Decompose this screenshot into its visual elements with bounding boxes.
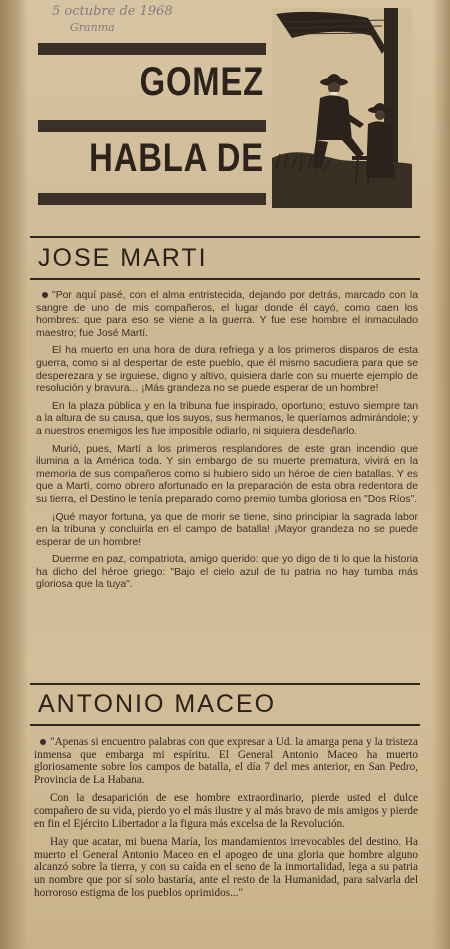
- section-rule-bottom-1: [30, 278, 420, 280]
- bullet-icon: [42, 292, 48, 298]
- article-jose-marti: [36, 290, 418, 597]
- article-antonio-maceo: [34, 736, 418, 905]
- paragraph: El ha muerto en una hora de dura refriega y a los primeros disparos de esta guerra, como si al despertar de este pueblo, que él mismo sacudiera para que se desperezara y se irguiese, digno y altivo, quisiera darle con su muerte ejemplo de resolución y bravura... ¡Más grandeza no se puede esperar de un hombre!: [36, 345, 418, 395]
- paragraph: En la plaza pública y en la tribuna fue inspirado, oportuno; estuvo siempre tan a la altura de su causa, que los suyos, sus hermanos, le queríamos admirándole; y a nuestros enemigos les fue imposible odiarlo, ni siquiera desdeñarlo.: [36, 400, 418, 437]
- handwritten-source: Granma: [70, 21, 115, 34]
- paragraph: Hay que acatar, mi buena María, los mandamientos irrevocables del destino. Ha muerto el General Antonio Maceo en el apogeo de una gloria que hombre alguno alcanzó sobre la tierra, y con su caída en el seno de la inmortalidad, lega a su patria un nombre que por sí solo bastaría, ante el resto de la Humanidad, para salvarla del horroroso estigma de los pueblos oprimidos...": [34, 836, 418, 899]
- section-rule-top-2: [30, 683, 420, 685]
- section-title-jose-marti: JOSE MARTI: [38, 244, 208, 272]
- paragraph: ¡Qué mayor fortuna, ya que de morir se tiene, sino principiar la sagrada labor en la tribuna y concluirla en el campo de batalla! ¡Mayor grandeza no se puede esperar de un hombre!: [36, 511, 418, 548]
- section-rule-bottom-2: [30, 724, 420, 726]
- section-title-antonio-maceo: ANTONIO MACEO: [38, 690, 277, 718]
- paragraph: [36, 290, 418, 340]
- bullet-icon: [40, 739, 46, 745]
- paragraph: Murió, pues, Martí a los primeros resplandores de este gran incendio que ilumina a la América toda. Y sin embargo de su muerte prematura, vivirá en la memoria de sus compañeros como si hubiero sido un héroe de cien batallas. Y es que a Martí, como obrero afortunado en la preparación de esta obra redentora de su tierra, el Destino le tenía preparado como premio tumba gloriosa en "Dos Ríos".: [36, 443, 418, 505]
- woodcut-illustration: [272, 8, 412, 208]
- handwritten-date-note: [52, 4, 173, 36]
- handwritten-date: 5 octubre de 1968: [52, 4, 173, 19]
- headline-line-1: GOMEZ: [139, 60, 264, 104]
- section-rule-top-1: [30, 236, 420, 238]
- headline-line-2: HABLA DE: [89, 136, 265, 180]
- headline-bar-bottom: [38, 193, 266, 205]
- paragraph-text: "Apenas si encuentro palabras con que expresar a Ud. la amarga pena y la tristeza inmensa que embarga mi espíritu. El General Antonio Maceo ha muerto gloriosamente sobre los campos de batalla, el día 7 del mes anterior, en San Pedro, Provincia de La Habana.: [34, 736, 418, 786]
- headline-bar-top: [38, 43, 266, 55]
- paragraph: Duerme en paz, compatriota, amigo querido: que yo digo de ti lo que la historia ha dicho del héroe griego: "Bajo el cielo azul de tu patria no hay tumba más gloriosa que la tuya".: [36, 554, 418, 591]
- headline-bar-middle: [38, 120, 266, 132]
- paragraph-text: "Por aquí pasé, con el alma entristecida, dejando por detrás, marcado con la sangre de uno de mis compañeros, el lugar donde él cayó, como caen los hombres: que para eso se viene a la guerra. Y fue ese hombre el inmaculado maestro; fue José Martí.: [36, 290, 418, 339]
- paragraph: Con la desaparición de ese hombre extraordinario, pierde usted el dulce compañero de su vida, pierdo yo el más ilustre y al más bravo de mis amigos y pierde en fin el Ejército Libertador a la figura más excelsa de la Revolución.: [34, 792, 418, 830]
- paragraph: [34, 736, 418, 786]
